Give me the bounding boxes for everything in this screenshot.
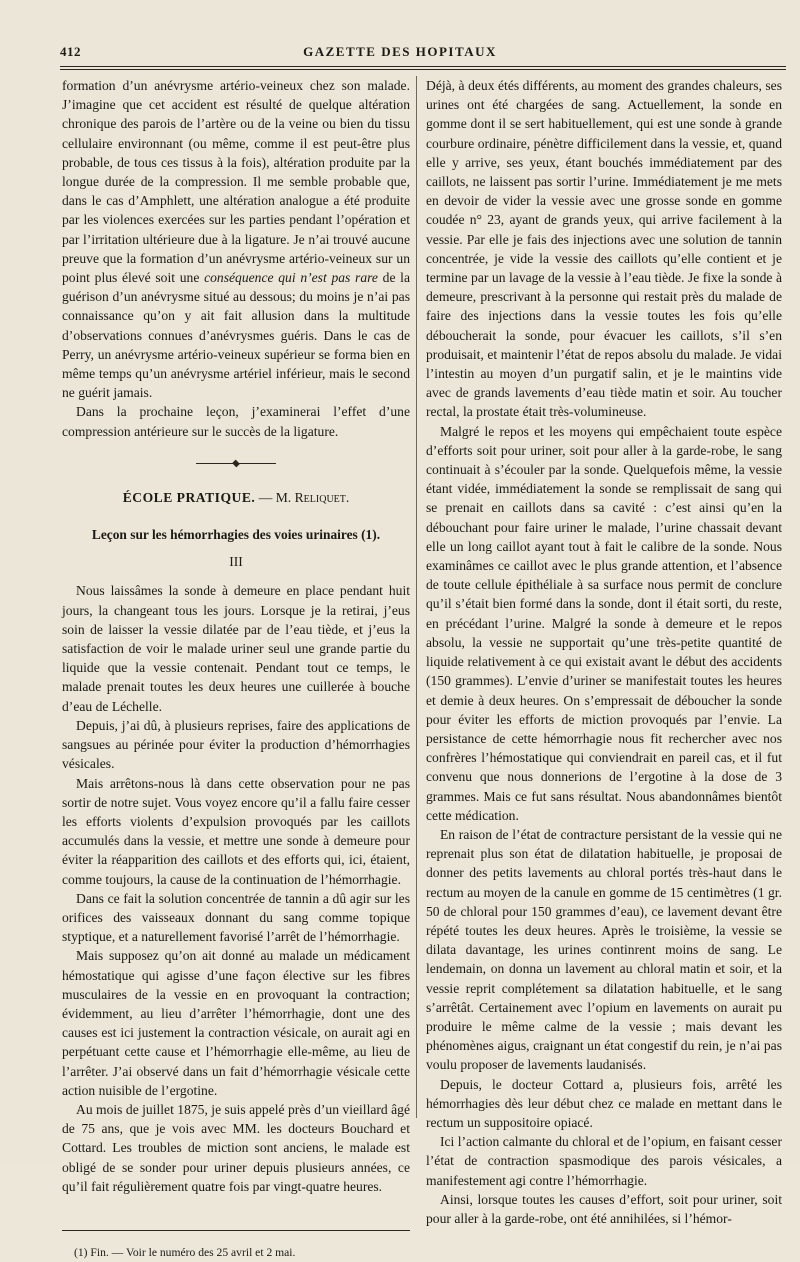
paragraph: Nous laissâmes la sonde à demeure en place pendant huit jours, la changeant tous les jours. Lorsque je la retirai, j’eus soin de laisser la vessie dilatée par de l’eau tiède, et j’eus la satisfaction de voir le malade uriner seul une grande partie du liquide que la vessie contenait. Pendant tout ce temps, le malade prenait toutes les deux heures une cuillerée à bouche d’eau de Léchelle. (62, 583, 410, 714)
column-divider (416, 76, 417, 1118)
left-column (62, 76, 410, 1262)
paragraph: Depuis, le docteur Cottard a, plusieurs fois, arrêté les hémorrhagies dès leur début chez ce malade en mettant dans le rectum un suppositoire opiacé. (426, 1076, 782, 1130)
running-head: GAZETTE DES HOPITAUX (303, 44, 497, 59)
right-column (426, 76, 782, 1228)
page-number: 412 (60, 44, 81, 59)
section-author-prefix: — M. (255, 489, 295, 505)
section-title (62, 488, 410, 507)
section-author: Reliquet. (294, 489, 350, 505)
paragraph: Depuis, j’ai dû, à plusieurs reprises, faire des applications de sangsues au périnée pour éviter la production d’hémorrhagies vésicales. (62, 717, 410, 772)
paragraph-text: de la guérison d’un anévrysme situé au dessous; du moins je n’ai pas connaissance qu’on y ait fait allusion dans la multitude d’observations connues d’anévrysmes guéris. Dans le cas de Perry, un anévrysme artério-veineux supérieur se forma bien en même temps qu’un anévrysme artériel inférieur, mais le second ne guérit jamais. (62, 270, 410, 401)
paragraph: Dans ce fait la solution concentrée de tannin a dû agir sur les orifices des vaisseaux donnant du sang comme topique styptique, et a naturellement favorisé l’arrêt de l’hémorrhagie. (62, 890, 410, 945)
paragraph: Au mois de juillet 1875, je suis appelé près d’un vieillard âgé de 75 ans, que je vois avec MM. les docteurs Bouchard et Cottard. Les troubles de miction sont anciens, le malade est obligé de se sonder pour uriner depuis plusieurs années, ce qu’il fait régulièrement quatre fois par vingt-quatre heures. (62, 1101, 410, 1194)
section-separator (196, 463, 276, 464)
paragraph (62, 76, 410, 402)
paragraph-text: formation d’un anévrysme artério-veineux chez son malade. J’imagine que cet accident est résulté de quelque altération chronique des parois de l’artère ou de la veine ou bien du tissu cellulaire environnant (ou même, comme il est peut-être plus probable, de tous ces tissus à la fois), altération produite par la longue durée de la compression. Il me semble probable que, dans le cas d’Amphlett, une altération analogue a été produite par les violences exercées sur les parties pendant l’opération et par l’irritation ultérieure due à la ligature. Je n’ai trouvé aucune preuve que la formation d’un anévrysme artério-veineux sur un point plus élevé soit une (62, 78, 410, 286)
paragraph: Ici l’action calmante du chloral et de l’opium, en faisant cesser l’état de contraction spasmodique des parois vésicales, a manifestement agi contre l’hémorrhagie. (426, 1134, 782, 1188)
italic-phrase: conséquence qui n’est pas rare (204, 270, 378, 286)
paragraph: Malgré le repos et les moyens qui empêchaient toute espèce d’efforts soit pour uriner, soit pour aller à la garde-robe, le sang continuait à s’écouler par la sonde. Quelquefois même, la vessie étant vidée, immédiatement la sonde se remplissait de sang qui se prenait en caillots dans sa cavité : c’est ainsi qu’en la débouchant pour faire uriner le malade, l’urine chassait devant elle un long caillot ayant tout à fait le calibre de la sonde. Nous examinâmes ce caillot avec le plus grande attention, et l’absence de toute cellule épithéliale à sa surface nous permit de conclure qu’il s’était bien formé dans la sonde, dont il était sorti, du reste, en précédant l’urine. Malgré la sonde à demeure et le repos absolu, la vessie ne supportait qu’une très-petite quantité de liquide relativement à ce qui existait avant le début des accidents (150 grammes). L’envie d’uriner se manifestait toutes les heures et demie à deux heures. On s’empressait de déboucher la sonde pour éviter les efforts de miction provoqués par l’envie. La persistance de cette hémorrhagie nous fit rechercher avec nos confrères l’hémostatique qui conviendrait en pareil cas, et il fut convenu que nous donnerions de l’ergotine à la dose de 3 grammes. Mais ce fut sans résultat. Nous abandonnâmes bientôt cette médication. (426, 423, 782, 823)
lecture-title: Leçon sur les hémorrhagies des voies urinaires (1). (91, 527, 381, 543)
paragraph: Ainsi, lorsque toutes les causes d’effort, soit pour uriner, soit pour aller à la garde-robe, ont été annihilées, si l’hémor- (426, 1191, 782, 1226)
section-school: ÉCOLE PRATIQUE. (122, 489, 256, 505)
footnote-rule (62, 1230, 410, 1231)
paragraph: Dans la prochaine leçon, j’examinerai l’effet d’une compression antérieure sur le succès de la ligature. (62, 404, 410, 439)
lecture-number: III (229, 554, 243, 570)
paragraph: Mais arrêtons-nous là dans cette observation pour ne pas sortir de notre sujet. Vous voyez encore qu’il a fallu faire cesser les efforts violents d’expulsion provoqués par les caillots accumulés dans la vessie, et mettre une sonde à demeure pour éviter la réapparition des caillots et des efforts qui, ici, étaient, comme toujours, la cause de la continuation de l’hémorrhagie. (62, 775, 410, 887)
header-rule (60, 66, 786, 70)
footnote: (1) Fin. — Voir le numéro des 25 avril et 2 mai. (74, 1245, 296, 1259)
paragraph: Déjà, à deux étés différents, au moment des grandes chaleurs, ses urines ont été chargées de sang. Actuellement, la sonde en gomme dont il se sert habituellement, qui est une sonde à grande courbure ordinaire, pénètre difficilement dans la vessie, et, quand elle y arrive, ses yeux, étant bouchés immédiatement par des caillots, ne laissent pas sortir l’urine. Immédiatement je me mets en devoir de vider la vessie avec une grosse sonde en gomme coudée n° 23, ayant de grands yeux, qui arrive facilement à la vessie. Par elle je fais des injections avec une solution de tannin concentrée, je vide la vessie des caillots qu’elle contient et je termine par un lavage de la vessie à l’eau tiède. Je fixe la sonde à demeure, prescrivant à la personne qui restait près du malade de faire des injections dans la vessie toutes les fois qu’elle déboucherait la sonde, pour évacuer les caillots, s’il s’en produisait, et maintenir l’état de repos absolu du malade. Je vidai l’intestin au moyen d’un purgatif salin, et je le maintins vide avec de grands lavements d’eau tiède matin et soir. Au toucher rectal, la prostate était très-volumineuse. (426, 78, 782, 420)
paragraph: Mais supposez qu’on ait donné au malade un médicament hémostatique qui agisse d’une façon élective sur les fibres musculaires de la vessie en en provoquant la contraction; évidemment, au lieu d’arrêter l’hémorrhagie, dont une des causes est ici justement la contraction vésicale, on aurait agi en perpétuant cette cause et l’hémorrhagie elle-même, au lieu de l’arrêter. J’ai observé dans un fait d’hémorrhagie vésicale cette action nuisible de l’ergotine. (62, 948, 410, 1098)
paragraph: En raison de l’état de contracture persistant de la vessie qui ne reprenait plus son état de dilatation habituelle, je proposai de donner des petits lavements au chloral portés très-haut dans le rectum au moyen de la canule en gomme de 15 centimètres (1 gr. 50 de chloral pour 150 grammes d’eau), ce lavement devant être répété toutes les deux heures. Après le troisième, la vessie se dilata davantage, les urines continrent moins de sang. Le lendemain, on donna un lavement au chloral matin et soir, et la vessie reprit complétement sa dilatation habituelle, et le sang s’arrêtât. Certainement avec l’opium en lavements on aurait pu produire le même calme de la vessie ; mais devant les phénomènes aigus, craignant un état congestif du rein, je n’ai pas voulu proposer de lavements laudanisés. (426, 826, 782, 1073)
